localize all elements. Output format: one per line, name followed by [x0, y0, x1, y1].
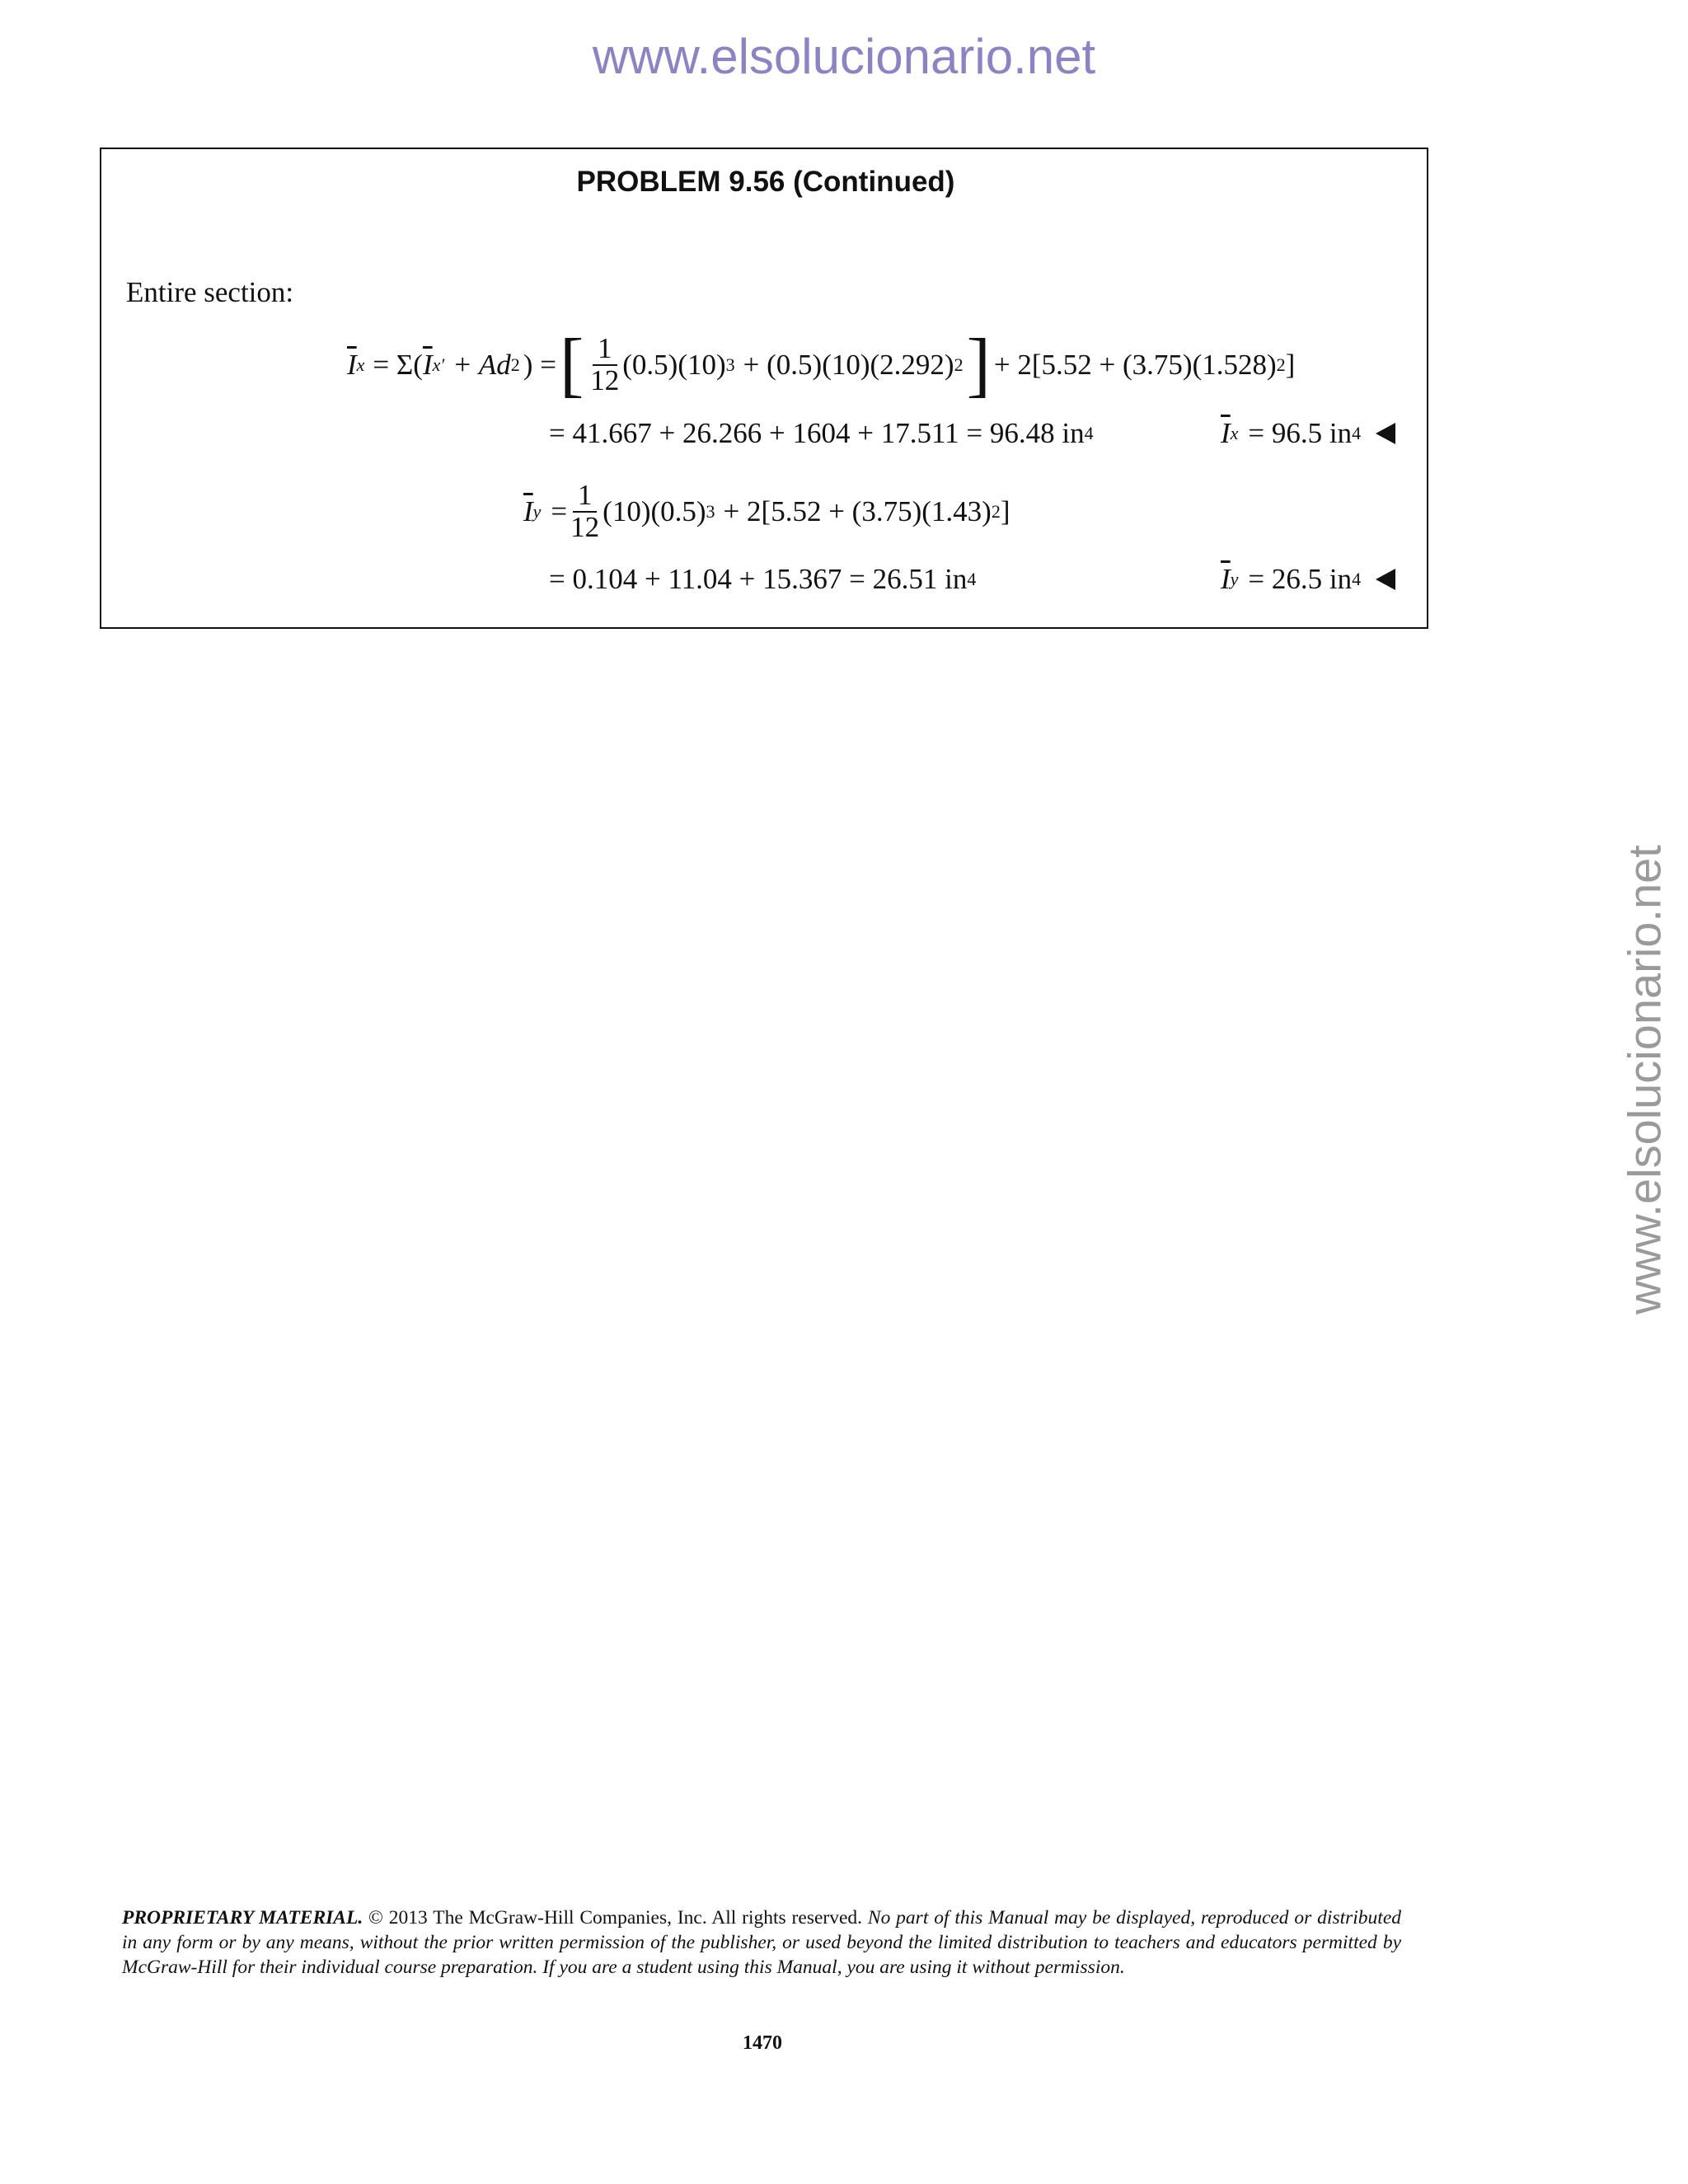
ix-fraction — [590, 334, 619, 396]
copyright-text: © 2013 The McGraw-Hill Companies, Inc. All rights reserved. — [363, 1907, 868, 1929]
right-bracket: ] — [966, 325, 991, 405]
ix-result: = 41.667 + 26.266 + 1604 + 17.511 = 96.48 in — [549, 417, 1085, 449]
iy-term-b: + 2[5.52 + (3.75)(1.43) — [723, 495, 992, 527]
ix-frac-den: 12 — [590, 364, 620, 396]
iy-symbol: $\overline{I}$ — [523, 495, 533, 527]
iy-result: = 0.104 + 11.04 + 15.367 = 26.51 in — [549, 563, 968, 595]
page-number: 1470 — [743, 2032, 782, 2054]
ix-equation-line2 — [549, 417, 1094, 450]
ix-def-ad-exp: 2 — [510, 354, 520, 375]
ix-frac-num: 1 — [593, 334, 617, 366]
answer-marker-icon — [1376, 423, 1395, 444]
ix-subscript: x — [356, 354, 365, 375]
ix-term-b: + (0.5)(10)(2.292) — [743, 349, 954, 381]
section-label: Entire section: — [126, 276, 294, 308]
iy-answer-value: = 26.5 in — [1248, 563, 1353, 595]
left-bracket: [ — [559, 325, 584, 405]
iy-term-a-exp: 3 — [706, 501, 715, 522]
iy-eq: = — [551, 495, 568, 527]
ix-term-a: (0.5)(10) — [622, 349, 726, 381]
iy-term-b-exp: 2 — [991, 501, 1001, 522]
ix-result-exp: 4 — [1084, 423, 1094, 443]
proprietary-label: PROPRIETARY MATERIAL. — [122, 1907, 363, 1929]
ix-equation-line1 — [347, 325, 1296, 405]
ix-term-a-exp: 3 — [725, 354, 735, 375]
permission-notice: No part of this Manual may be displayed, reproduced or distributed in any form or by any means, without the prior written permission of the publisher, or used beyond the limited distribution to teachers and educators permitted by McGraw-Hill for their individual course preparation. If you are a student using this Manual, you are using it without permission. — [122, 1907, 1402, 1978]
ix-term-c: + 2[5.52 + (3.75)(1.528) — [993, 349, 1277, 381]
iy-frac-num: 1 — [573, 480, 598, 513]
ix-answer-symbol: $\overline{I}$ — [1221, 417, 1231, 449]
iy-equation-line1 — [523, 475, 1010, 549]
iy-term-b-end: ] — [1000, 495, 1010, 527]
iy-answer-sub: y — [1230, 569, 1239, 589]
watermark-side: www.elsolucionario.net — [1618, 845, 1671, 1315]
ix-term-c-end: ] — [1285, 349, 1296, 381]
iy-fraction — [570, 480, 599, 543]
iy-equation-line2 — [549, 563, 976, 596]
ix-answer-value: = 96.5 in — [1248, 417, 1353, 449]
iy-answer-symbol: $\overline{I}$ — [1221, 563, 1231, 595]
ix-term-c-exp: 2 — [1276, 354, 1286, 375]
iy-frac-den: 12 — [570, 511, 600, 543]
ix-def-term-sub: x′ — [432, 354, 445, 375]
copyright-footer — [122, 1905, 1401, 1980]
ix-def-lhs: = Σ( — [373, 349, 423, 381]
ix-def-ad: + Ad — [452, 349, 511, 381]
iy-term-a: (10)(0.5) — [603, 495, 706, 527]
ix-answer-exp: 4 — [1352, 423, 1362, 443]
iy-subscript: y — [532, 501, 542, 522]
ix-term-b-exp: 2 — [954, 354, 964, 375]
watermark-top[interactable]: www.elsolucionario.net — [592, 29, 1096, 84]
ix-def-term: $\overline{I}$ — [422, 349, 433, 381]
problem-box — [100, 148, 1428, 629]
iy-answer-exp: 4 — [1352, 569, 1362, 589]
problem-title: PROBLEM 9.56 (Continued) — [576, 166, 955, 198]
ix-answer — [1221, 417, 1395, 450]
iy-result-exp: 4 — [967, 569, 977, 589]
ix-answer-sub: x — [1230, 423, 1239, 443]
iy-answer — [1221, 563, 1395, 596]
ix-def-end: ) = — [523, 349, 556, 381]
ix-symbol: $\overline{I}$ — [347, 349, 357, 381]
answer-marker-icon — [1376, 569, 1395, 590]
